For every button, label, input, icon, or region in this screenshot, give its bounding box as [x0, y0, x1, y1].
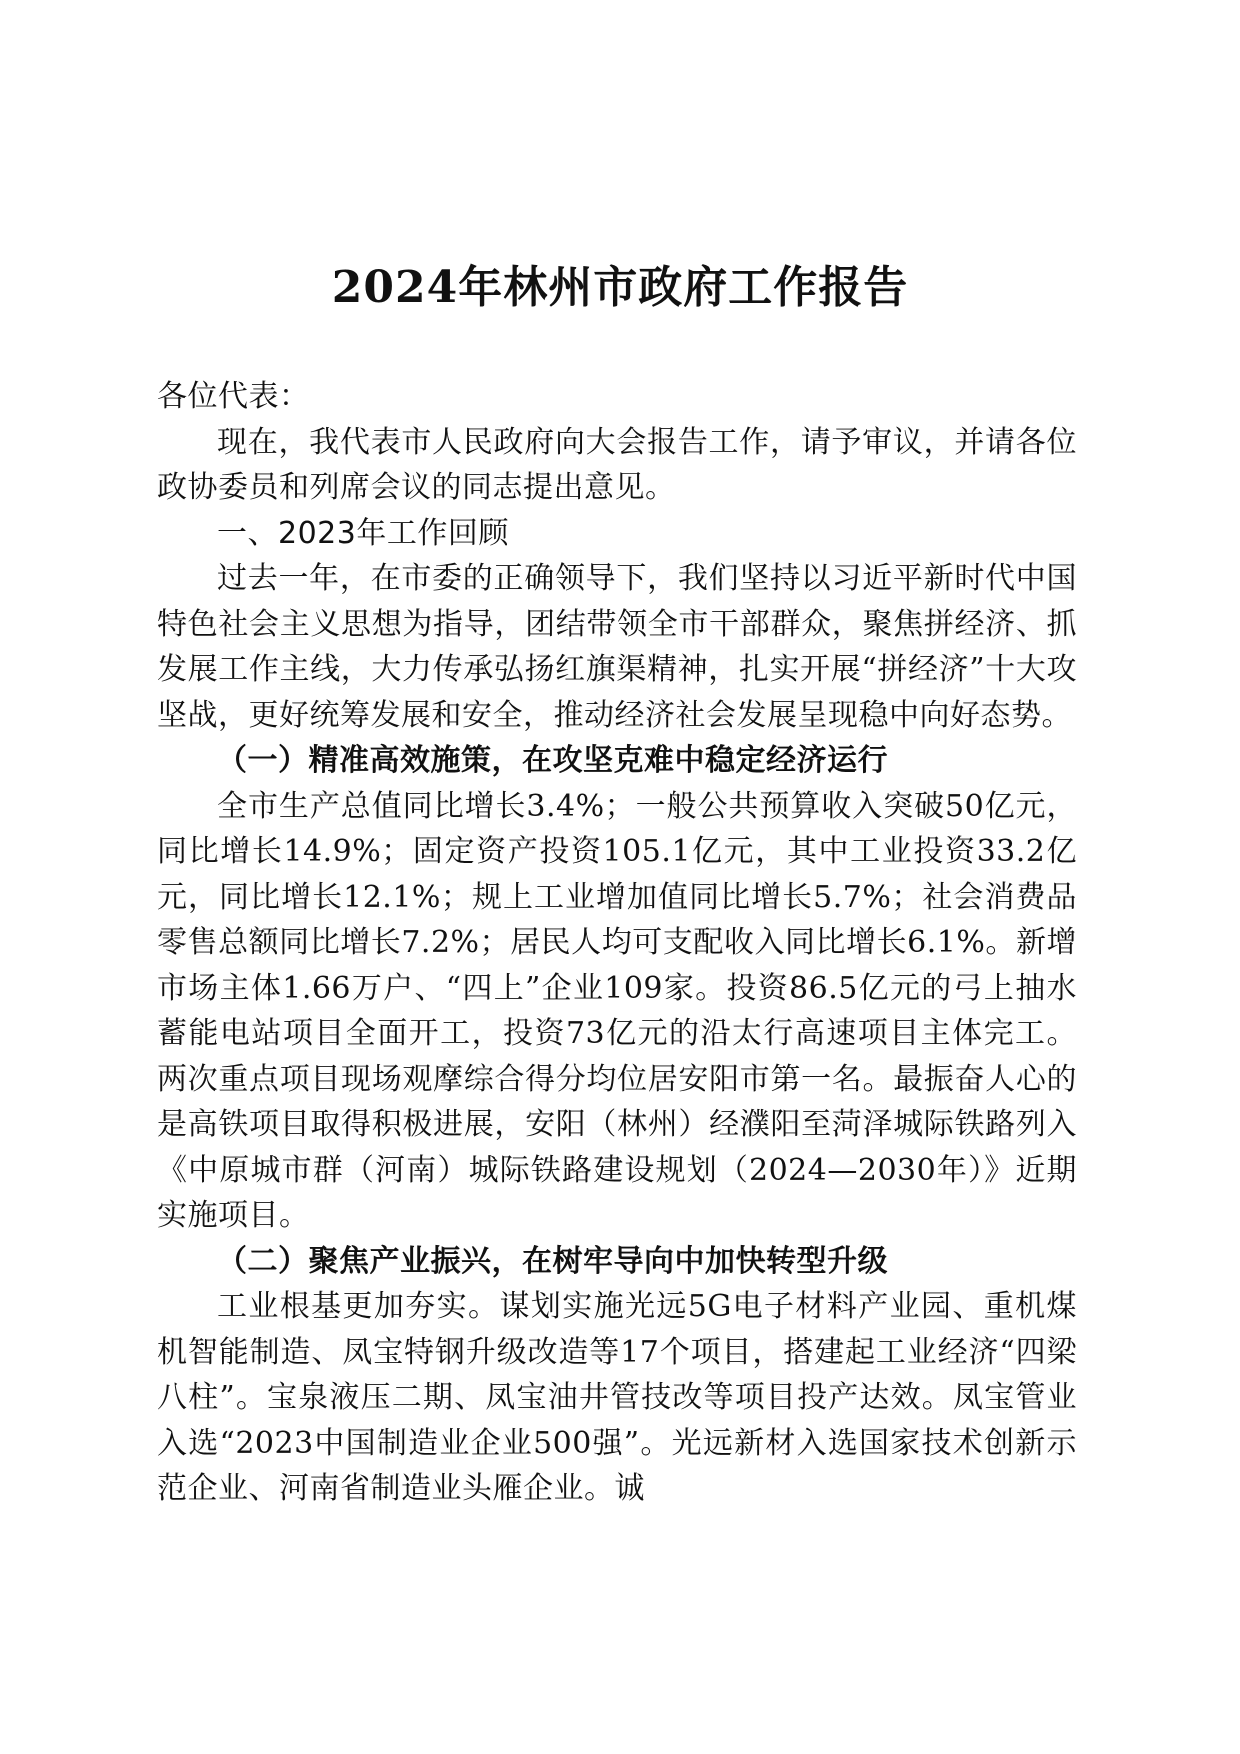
- section-heading-review: 一、2023年工作回顾: [217, 515, 509, 551]
- review-paragraph: 过去一年，在市委的正确领导下，我们坚持以习近平新时代中国特色社会主义思想为指导，团结带领全市干部群众，聚焦拼经济、抓发展工作主线，大力传承弘扬红旗渠精神，扎实开展“拼经济”十大攻坚战，更好统筹发展和安全，推动经济社会发展呈现稳中向好态势。: [157, 561, 1077, 733]
- document-body: [157, 374, 1077, 1512]
- intro-paragraph: 现在，我代表市人民政府向大会报告工作，请予审议，并请各位政协委员和列席会议的同志提出意见。: [157, 424, 1077, 505]
- salutation: 各位代表：: [157, 379, 310, 414]
- subsection-heading-economy: （一）精准高效施策，在攻坚克难中稳定经济运行: [217, 743, 888, 778]
- economy-paragraph: 全市生产总值同比增长3.4%；一般公共预算收入突破50亿元，同比增长14.9%；固定资产投资105.1亿元，其中工业投资33.2亿元，同比增长12.1%；规上工业增加值同比增长5.7%；社会消费品零售总额同比增长7.2%；居民人均可支配收入同比增长6.1%。新增市场主体1.66万户、“四上”企业109家。投资86.5亿元的弓上抽水蓄能电站项目全面开工，投资73亿元的沿太行高速项目主体完工。两次重点项目现场观摩综合得分均位居安阳市第一名。最振奋人心的是高铁项目取得积极进展，安阳（林州）经濮阳至菏泽城际铁路列入《中原城市群（河南）城际铁路建设规划（2024—2030年）》近期实施项目。: [157, 788, 1077, 1233]
- document-title: 2024年林州市政府工作报告: [331, 262, 909, 313]
- industry-paragraph: 工业根基更加夯实。谋划实施光远5G电子材料产业园、重机煤机智能制造、凤宝特钢升级改造等17个项目，搭建起工业经济“四梁八柱”。宝泉液压二期、凤宝油井管技改等项目投产达效。凤宝管业入选“2023中国制造业企业500强”。光远新材入选国家技术创新示范企业、河南省制造业头雁企业。诚: [157, 1289, 1077, 1506]
- subsection-heading-industry: （二）聚焦产业振兴，在树牢导向中加快转型升级: [217, 1243, 888, 1279]
